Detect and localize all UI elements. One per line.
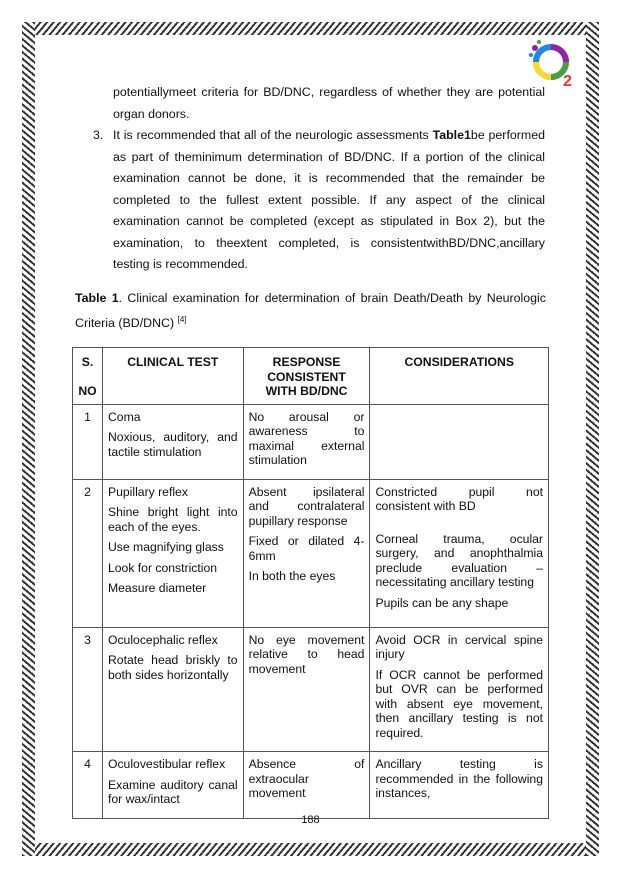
cell-considerations	[370, 404, 549, 479]
table-row	[73, 404, 549, 479]
response-line: In both the eyes	[248, 569, 336, 583]
page-border-bottom	[22, 843, 599, 856]
page-border-top	[22, 22, 599, 35]
header-clinical-test: CLINICAL TEST	[102, 348, 243, 405]
table-caption-text: . Clinical examination for determination of brain Death/Death by Neurologic Criteria (BD/DNC)	[75, 291, 546, 331]
considerations-line: If OCR cannot be performed but OVR can be performed with absent eye movement, then ancillary testing is not required.	[375, 667, 543, 740]
list-item-3	[113, 125, 545, 276]
test-line: Shine bright light into each of the eyes.	[107, 505, 238, 534]
row-number: 2	[73, 479, 103, 627]
cell-response	[243, 752, 370, 819]
page-border-right	[586, 22, 599, 856]
table-header-row	[73, 348, 549, 405]
table-caption-ref: [4]	[177, 315, 187, 324]
cell-test	[102, 404, 243, 479]
header-considerations: CONSIDERATIONS	[370, 348, 549, 405]
header-response: RESPONSE CONSISTENT WITH BD/DNC	[243, 348, 370, 405]
table-row	[73, 752, 549, 819]
table-row	[73, 479, 549, 627]
o2-logo	[525, 38, 577, 88]
test-line: Noxious, auditory, and tactile stimulation	[107, 430, 238, 459]
list-item-3-before: It is recommended that all of the neurologic assessments	[113, 128, 433, 142]
table-row	[73, 627, 549, 752]
test-line: Look for constriction	[107, 560, 218, 575]
o2-logo-subscript: 2	[563, 73, 572, 88]
cell-response	[243, 479, 370, 627]
cell-considerations	[370, 627, 549, 752]
response-line: No arousal or awareness to maximal external stimulation	[248, 409, 365, 467]
table-caption-label: Table 1	[75, 291, 119, 305]
response-line: Absence of extraocular movement	[248, 757, 365, 800]
response-line: Absent ipsilateral and contralateral pupillary response	[248, 484, 365, 528]
cell-considerations	[370, 752, 549, 819]
table-caption	[75, 288, 546, 334]
cell-test	[102, 479, 243, 627]
considerations-line: Avoid OCR in cervical spine injury	[375, 632, 543, 661]
response-line: No eye movement relative to head movement	[248, 632, 365, 676]
test-line: Pupillary reflex	[107, 484, 188, 499]
response-line: Fixed or dilated 4-6mm	[248, 534, 365, 563]
row-number: 4	[73, 752, 103, 819]
cell-test	[102, 627, 243, 752]
header-sno: S. NO	[73, 348, 103, 405]
considerations-line: Constricted pupil not consistent with BD	[375, 484, 543, 513]
page-number: 188	[301, 814, 320, 826]
row-number: 3	[73, 627, 103, 752]
cell-response	[243, 404, 370, 479]
continued-paragraph: potentiallymeet criteria for BD/DNC, regardless of whether they are potential organ donors.	[113, 85, 545, 121]
considerations-line: Corneal trauma, ocular surgery, and anophthalmia preclude evaluation – necessitating ancillary testing	[375, 531, 543, 589]
list-item-number: 3.	[93, 128, 104, 142]
considerations-line: Ancillary testing is recommended in the following instances,	[375, 757, 543, 800]
test-line: Use magnifying glass	[107, 540, 224, 554]
cell-test	[102, 752, 243, 819]
cell-considerations	[370, 479, 549, 627]
row-number: 1	[73, 404, 103, 479]
test-line: Measure diameter	[107, 581, 207, 595]
page-border-left	[22, 22, 35, 856]
test-line: Oculovestibular reflex	[107, 757, 226, 771]
table-reference: Table1	[432, 128, 471, 142]
list-item-3-after: be performed as part of theminimum determination of BD/DNC. If a portion of the clinical examination cannot be done, it is recommended that the remainder be completed to the fullest extent possible. If any aspect of the clinical examination cannot be completed (except as stipulated in Box 2), but the examination, to theextent completed, is consistentwithBD/DNC,ancillary testing is recommended.	[113, 128, 546, 271]
cell-response	[243, 627, 370, 752]
clinical-exam-table	[72, 347, 549, 819]
test-line: Examine auditory canal for wax/intact	[107, 777, 238, 806]
test-line: Coma	[107, 409, 141, 424]
considerations-line: Pupils can be any shape	[375, 595, 509, 610]
test-line: Rotate head briskly to both sides horizontally	[107, 653, 238, 682]
test-line: Oculocephalic reflex	[107, 632, 218, 647]
